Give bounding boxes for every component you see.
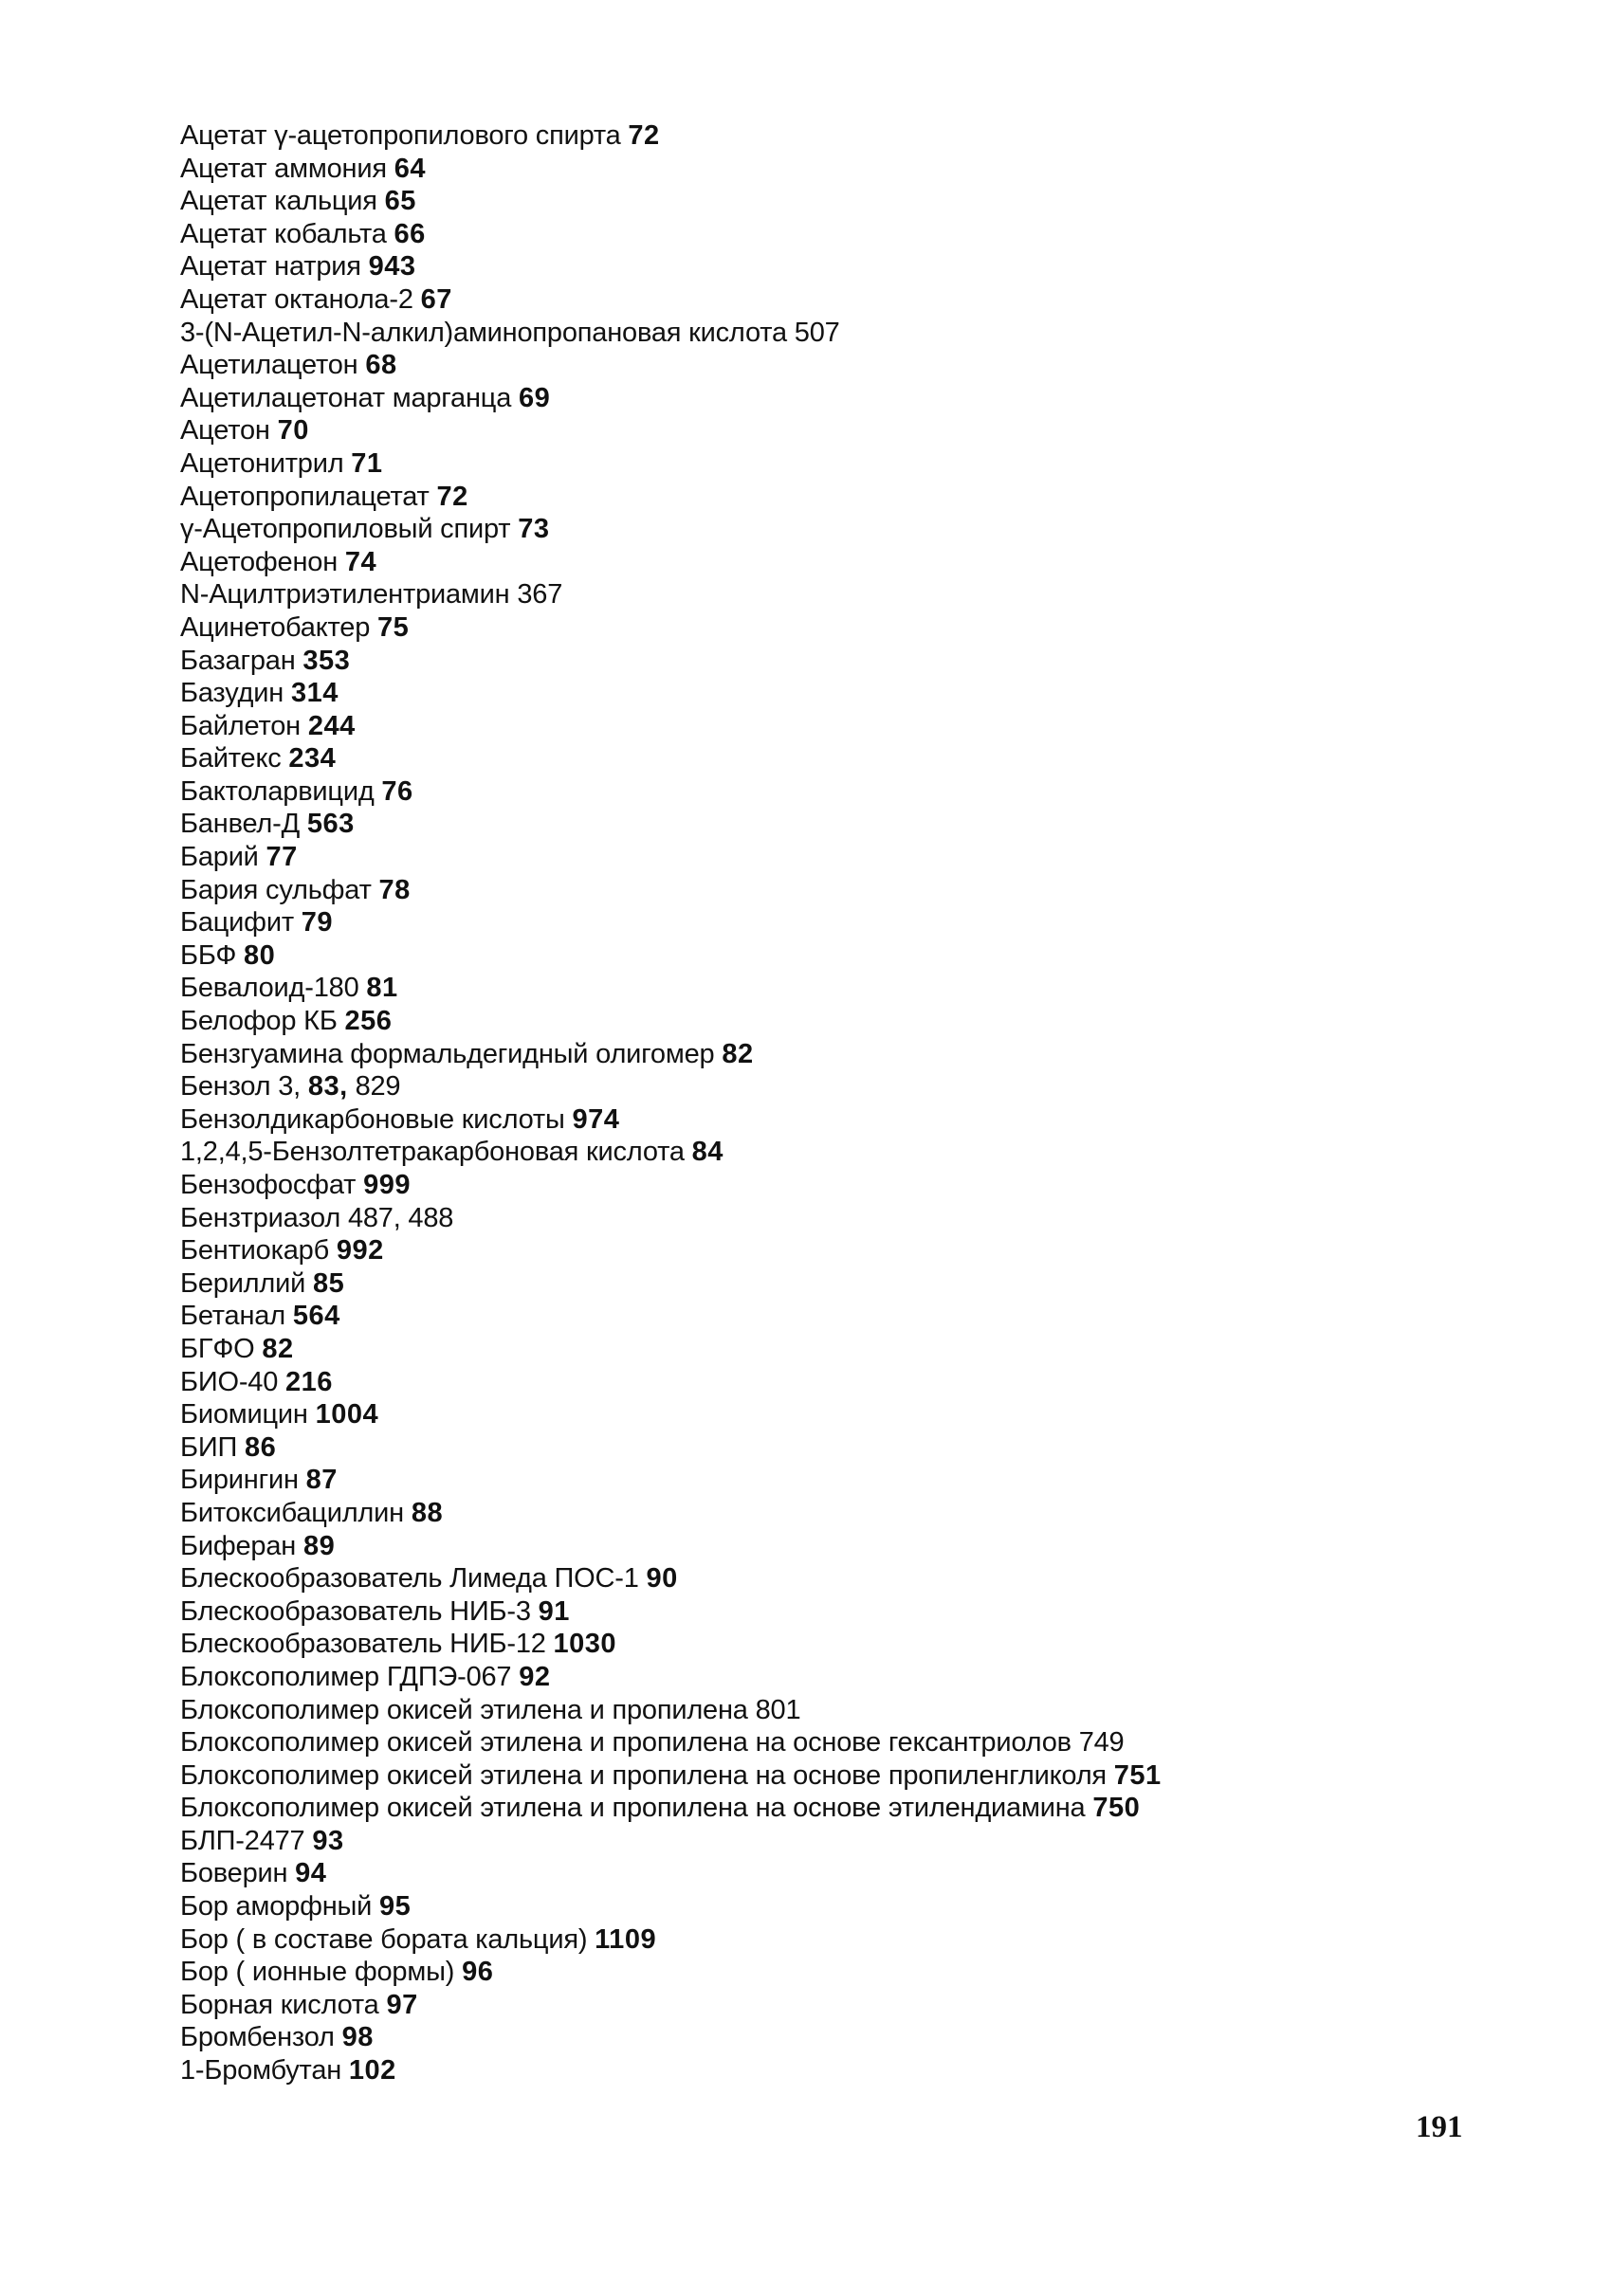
page-reference: 314 [290, 678, 339, 709]
index-term: Бромбензол [180, 2022, 335, 2053]
index-term: Базудин [180, 678, 284, 709]
page-reference: 82 [722, 1038, 754, 1069]
index-term: БГФО [180, 1333, 255, 1364]
page-reference: 94 [295, 1858, 327, 1889]
index-term: Ацетат натрия [180, 251, 361, 282]
page-reference: 102 [348, 2055, 396, 2086]
index-entry [180, 185, 1413, 218]
index-entry [180, 250, 1413, 283]
index-term: БЛП-2477 [180, 1825, 305, 1856]
page-reference: 92 [519, 1661, 551, 1692]
page-reference: 79 [301, 907, 334, 938]
index-term: Бор ( в составе бората кальция) [180, 1923, 588, 1955]
index-entry [180, 710, 1413, 743]
index-entry [180, 2054, 1413, 2087]
index-term: γ-Ацетопропиловый спирт [180, 514, 511, 545]
index-term: Байлетон [180, 710, 301, 741]
index-entry [180, 283, 1413, 317]
index-entry [180, 1562, 1413, 1595]
index-entry [180, 1857, 1413, 1890]
index-term: Ацетофенон [180, 546, 339, 577]
page-reference: 749 [1078, 1727, 1125, 1758]
index-entry [180, 1300, 1413, 1333]
index-term: Бензгуамина формальдегидный олигомер [180, 1038, 715, 1069]
index-entry [180, 1038, 1413, 1071]
index-entry [180, 1628, 1413, 1661]
index-entry [180, 1202, 1413, 1235]
index-entry [180, 1136, 1413, 1169]
page-reference: 750 [1092, 1793, 1141, 1824]
page-reference: 829 [355, 1071, 401, 1102]
index-entry [180, 1103, 1413, 1137]
page-reference: 256 [344, 1006, 393, 1037]
index-entry [180, 382, 1413, 415]
page-reference: 1109 [595, 1923, 657, 1955]
page-reference: 72 [628, 120, 660, 151]
index-entry [180, 1792, 1413, 1825]
index-term: Бентиокарб [180, 1235, 329, 1266]
index-entry [180, 578, 1413, 611]
index-entry [180, 972, 1413, 1005]
index-term: Блоксополимер окисей этилена и пропилена на основе этилендиамина [180, 1793, 1086, 1824]
index-entry [180, 1431, 1413, 1465]
page-reference: 974 [572, 1103, 620, 1135]
index-term: Ацетат аммония [180, 153, 387, 184]
index-entry [180, 645, 1413, 678]
page-reference: 564 [292, 1301, 340, 1332]
index-entry [180, 1070, 1413, 1103]
index-entry [180, 1956, 1413, 1989]
index-entry [180, 1169, 1413, 1202]
page-reference: 69 [518, 382, 551, 413]
index-term: Бензофосфат [180, 1170, 357, 1200]
index-term: Бензтриазол [180, 1202, 341, 1233]
page-reference: 77 [266, 842, 298, 873]
index-term: Бирингин [180, 1465, 299, 1496]
page-reference: 81 [366, 973, 398, 1004]
index-list [180, 119, 1413, 2087]
index-entry [180, 1497, 1413, 1530]
index-entry [180, 1595, 1413, 1629]
page-reference: 801 [755, 1694, 801, 1725]
index-term: Бор аморфный [180, 1891, 373, 1922]
index-term: Бевалоид-180 [180, 973, 359, 1004]
page-reference: 943 [368, 251, 416, 282]
index-entry [180, 1398, 1413, 1431]
index-term: Бензолдикарбоновые кислоты [180, 1103, 565, 1135]
index-entry [180, 1267, 1413, 1301]
page-reference: 74 [344, 546, 377, 577]
index-entry [180, 1234, 1413, 1267]
index-term: Барий [180, 842, 259, 873]
index-entry [180, 1989, 1413, 2022]
index-term: Ацинетобактер [180, 611, 371, 643]
index-entry [180, 808, 1413, 841]
index-entry [180, 2021, 1413, 2054]
page-reference: 86 [244, 1431, 277, 1463]
page-reference: 75 [376, 611, 410, 643]
page-reference: 367 [517, 579, 563, 610]
page-reference: 96 [462, 1957, 494, 1988]
index-entry [180, 1005, 1413, 1038]
page-reference: 88 [411, 1497, 444, 1528]
index-term: Борная кислота [180, 1989, 379, 2020]
page-reference: 1004 [315, 1399, 379, 1430]
index-entry [180, 1530, 1413, 1563]
index-entry [180, 546, 1413, 579]
page-reference: 85 [313, 1267, 345, 1299]
page-reference: 67 [420, 283, 452, 315]
page-reference: 73 [518, 514, 550, 545]
page-reference: 507 [794, 317, 840, 348]
index-term: Банвел-Д [180, 809, 301, 840]
index-term: 1-Бромбутан [180, 2055, 342, 2086]
page-reference: 68 [365, 350, 397, 381]
page-reference: 87 [305, 1465, 338, 1496]
index-term: Блескообразователь Лимеда ПОС-1 [180, 1563, 639, 1594]
index-term: Блескообразователь НИБ-12 [180, 1629, 546, 1660]
page-reference: 64 [394, 153, 426, 184]
page-reference: 992 [336, 1235, 384, 1266]
index-entry [180, 1825, 1413, 1858]
page-reference: 3, [278, 1071, 302, 1102]
index-entry [180, 742, 1413, 775]
page-reference: 487, 488 [347, 1202, 454, 1233]
page-reference: 66 [394, 218, 426, 249]
index-term: Боверин [180, 1858, 288, 1889]
index-entry [180, 611, 1413, 645]
index-entry [180, 119, 1413, 153]
page-reference: 93 [312, 1825, 344, 1856]
index-entry [180, 906, 1413, 939]
index-entry [180, 513, 1413, 546]
index-entry [180, 1661, 1413, 1694]
index-term: Блоксополимер окисей этилена и пропилена на основе пропиленгликоля [180, 1759, 1107, 1791]
index-term: Ацетат октанола-2 [180, 283, 413, 315]
page-reference: 89 [302, 1530, 336, 1561]
page-reference: 97 [386, 1989, 418, 2020]
index-term: Бензол [180, 1071, 271, 1102]
index-entry [180, 1333, 1413, 1366]
index-term: Белофор КБ [180, 1006, 338, 1037]
page-reference: 71 [351, 447, 383, 479]
index-term: БИО-40 [180, 1366, 279, 1397]
page-reference: 216 [285, 1366, 333, 1397]
index-term: Байтекс [180, 743, 282, 774]
index-term: Блоксополимер окисей этилена и пропилена на основе гексантриолов [180, 1727, 1072, 1758]
index-term: Бетанал [180, 1301, 285, 1332]
page-reference: 82 [262, 1333, 294, 1364]
index-term: Ацетат γ-ацетопропилового спирта [180, 120, 621, 151]
index-entry [180, 1923, 1413, 1957]
index-entry [180, 447, 1413, 481]
index-entry [180, 1366, 1413, 1399]
index-entry [180, 775, 1413, 809]
index-entry [180, 874, 1413, 907]
index-term: Бария сульфат [180, 874, 372, 905]
index-term: ББФ [180, 939, 237, 971]
page-reference: 234 [288, 743, 337, 774]
index-term: Ацетонитрил [180, 447, 344, 479]
index-entry [180, 481, 1413, 514]
index-term: Блоксополимер окисей этилена и пропилена [180, 1694, 748, 1725]
index-entry [180, 677, 1413, 710]
index-term: Биферан [180, 1530, 297, 1561]
index-entry [180, 1759, 1413, 1793]
index-entry [180, 414, 1413, 447]
index-term: Битоксибациллин [180, 1497, 404, 1528]
index-term: Ацетилацетон [180, 350, 358, 381]
index-term: 1,2,4,5-Бензолтетракарбоновая кислота [180, 1137, 685, 1168]
index-term: Ацетилацетонат марганца [180, 382, 512, 413]
index-term: 3-(N-Ацетил-N-алкил)аминопропановая кислота [180, 317, 787, 348]
page-reference: 72 [436, 481, 468, 512]
index-term: Бактоларвицид [180, 775, 375, 807]
index-entry [180, 1890, 1413, 1923]
index-entry [180, 153, 1413, 186]
index-entry [180, 939, 1413, 973]
page-number: 191 [1416, 2110, 1463, 2144]
index-term: Бериллий [180, 1267, 306, 1299]
index-entry [180, 1694, 1413, 1727]
page-reference: 98 [341, 2022, 374, 2053]
index-term: Ацетопропилацетат [180, 481, 430, 512]
index-entry [180, 317, 1413, 350]
index-term: Бор ( ионные формы) [180, 1957, 455, 1988]
page-reference: 244 [307, 710, 356, 741]
index-entry [180, 841, 1413, 874]
index-entry [180, 1464, 1413, 1497]
index-entry [180, 1726, 1413, 1759]
page-reference: 78 [378, 874, 411, 905]
index-term: N-Ацилтриэтилентриамин [180, 579, 510, 610]
index-term: БИП [180, 1431, 238, 1463]
index-term: Биомицин [180, 1399, 308, 1430]
index-entry [180, 218, 1413, 251]
page-reference: 84 [691, 1137, 724, 1168]
page-reference: 90 [646, 1563, 678, 1594]
page-reference: 563 [306, 809, 355, 840]
page-reference: 65 [384, 186, 416, 217]
page-reference: 80 [244, 939, 276, 971]
index-term: Бацифит [180, 907, 294, 938]
index-term: Ацетон [180, 415, 270, 446]
index-term: Блескообразователь НИБ-3 [180, 1595, 531, 1627]
page-reference: 83, [307, 1071, 348, 1102]
index-term: Базагран [180, 645, 296, 676]
index-entry [180, 349, 1413, 382]
page-reference: 95 [379, 1891, 412, 1922]
page-reference: 76 [381, 775, 413, 807]
index-term: Блоксополимер ГДПЭ-067 [180, 1661, 512, 1692]
page-reference: 751 [1113, 1759, 1162, 1791]
page-reference: 353 [302, 645, 351, 676]
index-term: Ацетат кальция [180, 186, 377, 217]
page-reference: 91 [538, 1595, 570, 1627]
page-reference: 1030 [553, 1629, 617, 1660]
index-term: Ацетат кобальта [180, 218, 387, 249]
page-reference: 70 [277, 415, 309, 446]
page-reference: 999 [363, 1170, 411, 1200]
